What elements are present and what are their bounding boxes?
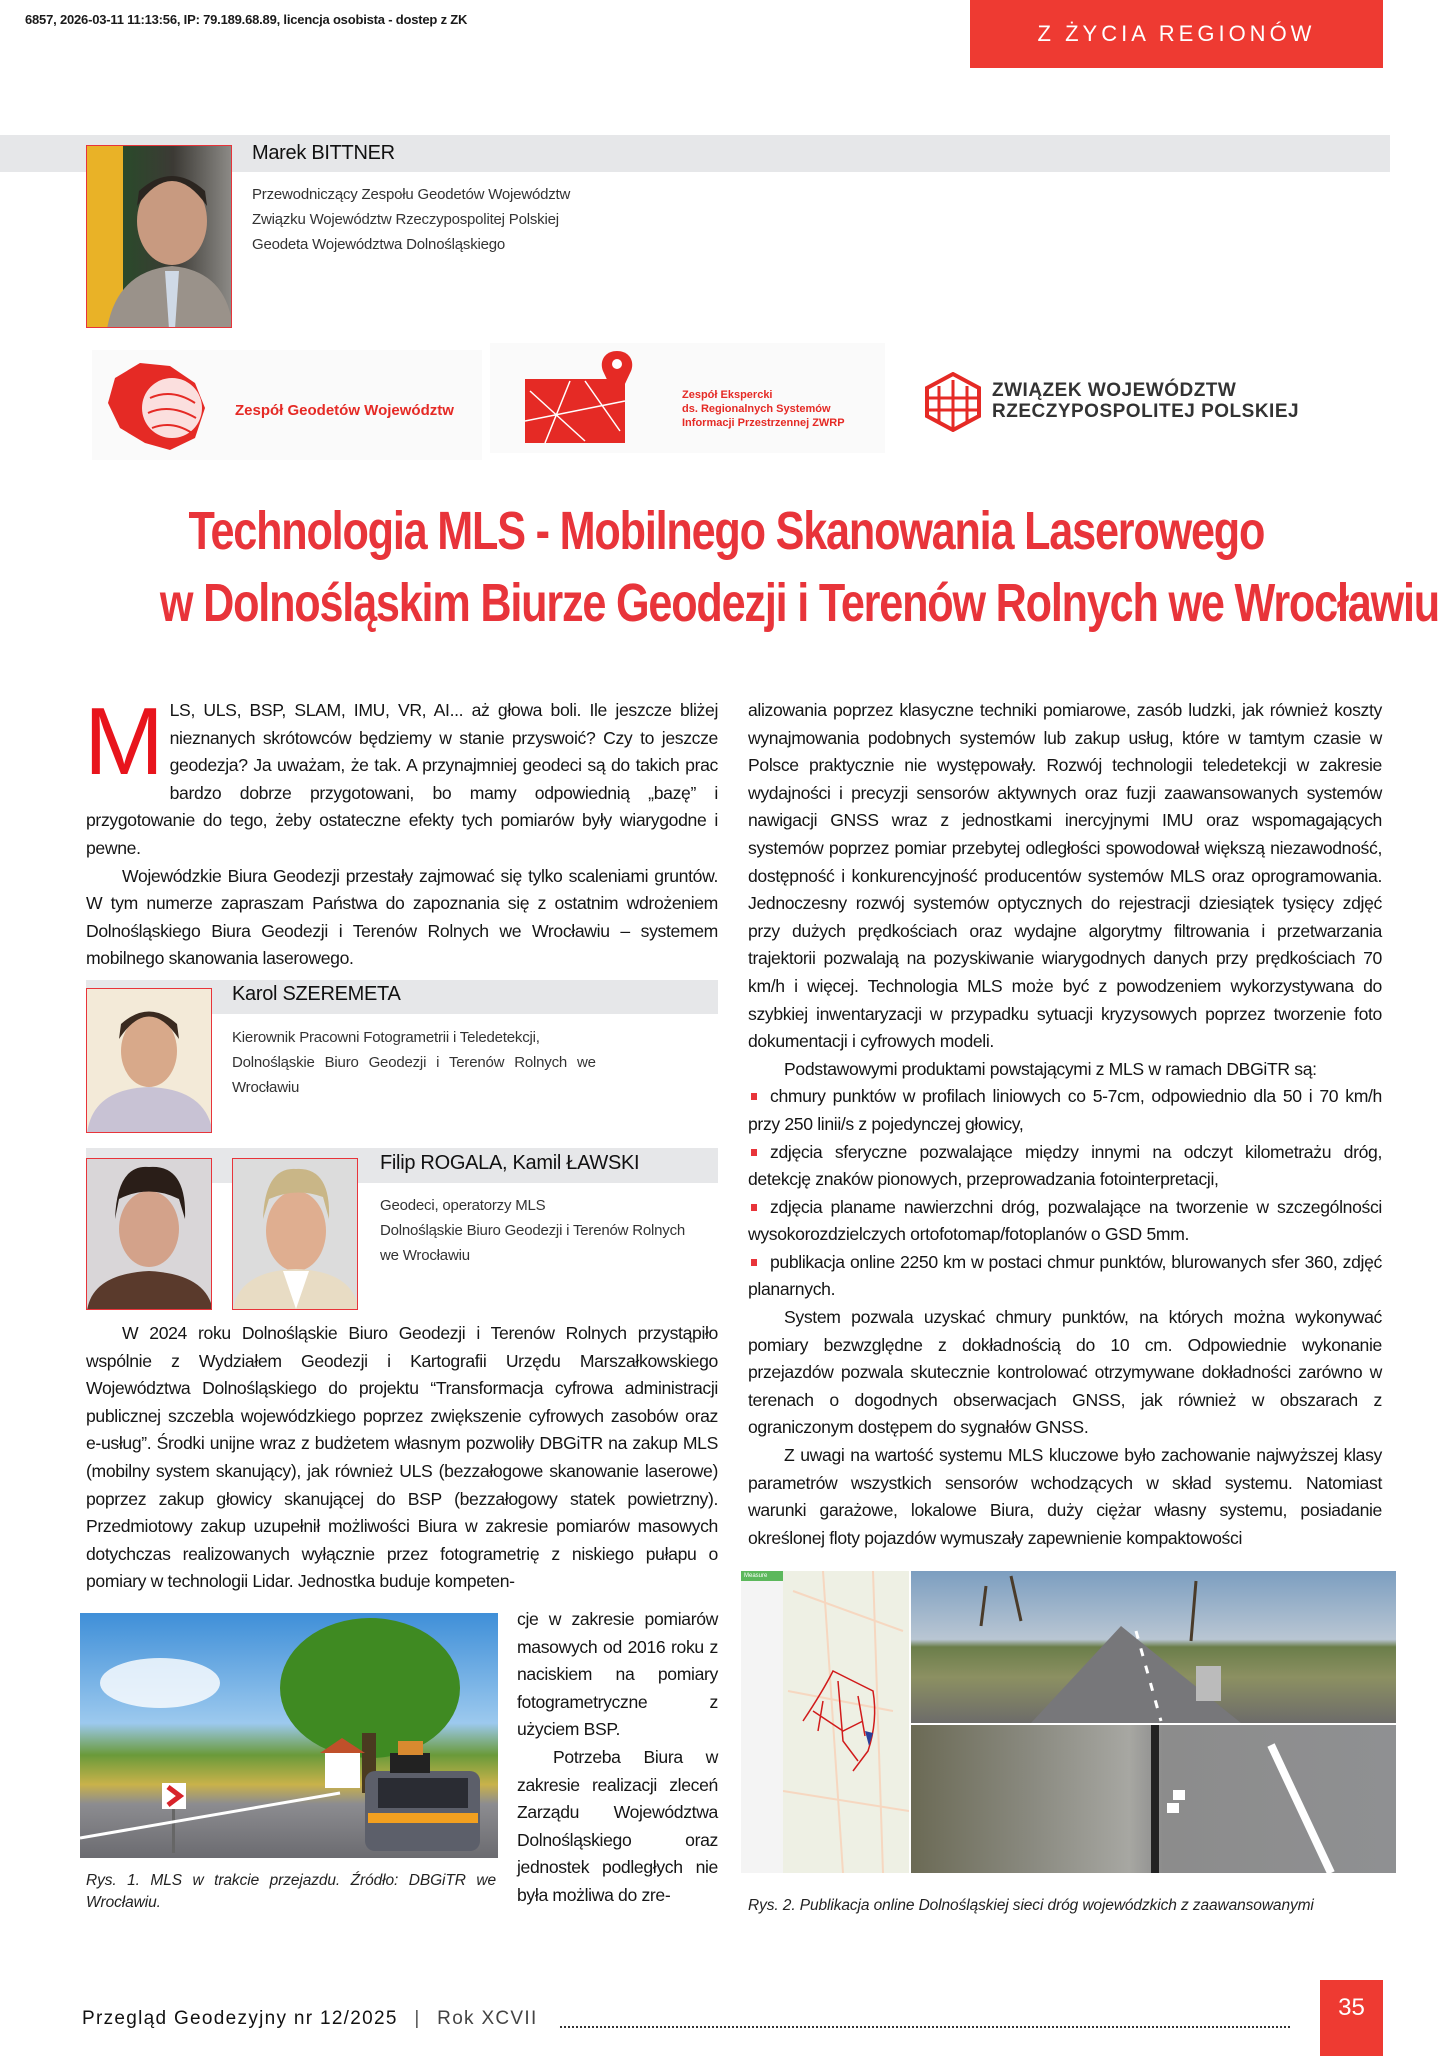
paragraph: Z uwagi na wartość systemu MLS kluczowe było zachowanie najwyższej klasy parametrów wszystkich sensorów wchodzących w skład systemu. Natomiast warunki garażowe, lokalowe Biura, duży ciężar własny systemu, posiadanie określonej floty pojazdów wymuszały zapewnienie kompaktowości (748, 1445, 1382, 1548)
measure-panel-title: Measure (741, 1571, 783, 1581)
role-line: Kierownik Pracowni Fotogrametrii i Teledetekcji, (232, 1029, 540, 1046)
road-surface-icon (911, 1725, 1396, 1873)
person-portrait-icon (87, 146, 232, 328)
logo-line: ZWIĄZEK WOJEWÓDZTW (992, 380, 1237, 401)
logo-zespol-ekspercki (490, 343, 885, 453)
role-line: Związku Województw Rzeczypospolitej Polskiej (252, 211, 559, 228)
section-label: Z ŻYCIA REGIONÓW (1037, 21, 1316, 46)
paragraph: Podstawowymi produktami powstającymi z MLS w ramach DBGiTR są: (784, 1058, 1317, 1079)
measure-panel (741, 1571, 784, 1873)
role-line: Przewodniczący Zespołu Geodetów Województw (252, 186, 571, 203)
spherical-photo (911, 1571, 1396, 1723)
page-number-text: 35 (1338, 1994, 1365, 2021)
paragraph: System pozwala uzyskać chmury punktów, na których można wykonywać pomiary bezwzględne z dokładnością do 10 cm. Odpowiednie wykonanie przejazdów pozwala skutecznie kontrolować otrzymywane dokładności zarówno w terenach o dogodnych obserwacjach GNSS, jak również w obszarach z ograniczonym dostępem do sygnałów GNSS. (748, 1307, 1382, 1438)
person-portrait-icon (87, 1159, 212, 1310)
dropcap: M (84, 688, 164, 795)
person-portrait-icon (233, 1159, 358, 1310)
road-trees-icon (911, 1571, 1396, 1723)
role-line: Dolnośląskie Biuro Geodezji i Terenów Rolnych we (232, 1054, 596, 1071)
footer-separator: | (414, 2008, 421, 2029)
figure-2-image (741, 1571, 1396, 1873)
paragraph: alizowania poprzez klasyczne techniki pomiarowe, zasób ludzki, jak również koszty wynajmowania podobnych systemów lub zakup usług, które w tamtym czasie w Polsce praktycznie nie występowały. Rozwój technologii teledetekcji w zakresie wydajności i precyzji sensorów aktywnych oraz fuzji zaawansowanych systemów nawigacji GNSS wraz z jednostkami inercyjnymi IMU oraz wspomagających systemów poprzez pomiar przebytej odległości spowodował większą niezawodność, dostępność i konkurencyjność producentów systemów MLS oraz oprogramowania. Jednoczesny rozwój systemów optycznych do rejestracji dziesiątek tysięcy zdjęć przy dużych prędkościach oraz wydajne algorytmy filtrowania i przetwarzania trajektorii pozwalają na pozyskiwanie wiarygodnych danych przy prędkościach 70 km/h i więcej. Technologia MLS może być z powodzeniem wykorzystywana do szybkiej inwentaryzacji w przypadku sytuacji kryzysowych poprzez tworzenie foto dokumentacji i cyfrowych modeli. (748, 700, 1382, 1052)
figure-1-image (80, 1613, 498, 1858)
journal-issue: Przegląd Geodezyjny nr 12/2025 (82, 2008, 398, 2029)
dotted-leader (560, 2026, 1290, 2028)
logo-zgw-text: Zespół Geodetów Województw (235, 402, 454, 419)
body-text-right (748, 697, 1382, 1552)
product-list (748, 1083, 1382, 1304)
intro-paragraph-1: LS, ULS, BSP, SLAM, IMU, VR, AI... aż głowa boli. Ile jeszcze bliżej nieznanych skrótowców będziemy w stanie przyswoić? Czy to jeszcze geodezja? Ja uważam, że tak. A przynajmniej geodeci są do takich prac bardzo dobrze przygotowani, bo mamy odpowiednią „bazę” i przygotowanie do tego, żeby ostateczne efekty tych pomiarów były wiarygodne i pewne. (86, 700, 718, 858)
footer-journal (82, 2008, 538, 2030)
paragraph: Potrzeba Biura w zakresie realizacji zleceń Zarządu Województwa Dolnośląskiego oraz jednostek podległych nie była możliwa do zre- (517, 1746, 718, 1905)
planar-photo (911, 1725, 1396, 1873)
logo-line: RZECZYPOSPOLITEJ POLSKIEJ (992, 401, 1300, 422)
poland-map-logo-icon (100, 358, 210, 453)
role-line: we Wrocławiu (380, 1247, 470, 1264)
role-line: Dolnośląskie Biuro Geodezji i Terenów Rolnych (380, 1222, 686, 1239)
person-portrait-icon (87, 989, 212, 1133)
list-item: zdjęcia planame nawierzchni dróg, pozwalające na tworzenie w szczególności wysokorozdzielczych ortofotomap/fotoplanów o GSD 5mm. (748, 1194, 1382, 1249)
license-stamp: 6857, 2026-03-11 11:13:56, IP: 79.189.68.89, licencja osobista - dostep z ZK (25, 12, 468, 27)
title-text: w Dolnośląskim Biurze Geodezji i Terenów Rolnych we Wrocławiu (159, 573, 1439, 633)
author-name: Marek BITTNER (252, 142, 395, 164)
list-item: zdjęcia sferyczne pozwalające między innymi na odczyt kilometrażu dróg, detekcję znaków pionowych, przeprowadzania fotointerpretacji, (748, 1139, 1382, 1194)
author-photo (86, 1158, 212, 1310)
figure-1-caption: Rys. 1. MLS w trakcie przejazdu. Źródło: DBGiTR we Wrocławiu. (86, 1872, 496, 1911)
paragraph: W 2024 roku Dolnośląskie Biuro Geodezji i Terenów Rolnych przystąpiło wspólnie z Wydziałem Geodezji i Kartografii Urzędu Marszałkowskiego Województwa Dolnośląskiego do projektu “Transformacja cyfrowa administracji publicznej szczebla wojewódzkiego poprzez zwiększenie cyfrowych zasobów oraz e-usług”. Środki unijne wraz z budżetem własnym pozwoliły DBGiTR na zakup MLS (mobilny system skanujący), jak również ULS (bezzałogowe skanowanie laserowe) poprzez zakup głowicy skanującej do BSP (bezzałogowy statek powietrzny). Przedmiotowy zakup uzupełnił możliwości Biura w zakresie pomiarów masowych dotychczas realizowanych wyłącznie przez fotogrametrię z niskiego pułapu o pomiary w technologii Lidar. Jednostka buduje kompeten- (86, 1323, 718, 1592)
body-text-left (86, 1320, 718, 1596)
logo-zwrp (920, 370, 1360, 440)
logo-line: ds. Regionalnych Systemów (682, 403, 831, 415)
author-photo (86, 145, 232, 328)
author-name: Filip ROGALA, Kamil ŁAWSKI (380, 1152, 640, 1174)
list-item: chmury punktów w profilach liniowych co 5-7cm, odpowiednio dla 50 i 70 km/h przy 250 linii/s z pojedynczej głowicy, (748, 1083, 1382, 1138)
title-text: Technologia MLS - Mobilnego Skanowania Laserowego (188, 501, 1265, 561)
role-line: Geodeta Województwa Dolnośląskiego (252, 236, 506, 253)
article-title-line-2 (0, 572, 1453, 634)
author-roles (380, 1193, 685, 1268)
body-text-left-narrow (517, 1606, 718, 1910)
figure-2-caption: Rys. 2. Publikacja online Dolnośląskiej sieci dróg wojewódzkich z zaawansowanymi (748, 1897, 1314, 1914)
map-pin-logo-icon (525, 351, 635, 446)
intro-text (84, 688, 718, 973)
logo-zespol-ekspercki-text (682, 388, 845, 430)
role-line: Wrocławiu (232, 1079, 300, 1096)
author-photo (86, 988, 212, 1133)
page-number (1320, 1980, 1383, 2056)
author-roles (252, 182, 570, 257)
section-banner (970, 0, 1383, 68)
intro-paragraph-2: Wojewódzkie Biura Geodezji przestały zajmować się tylko scaleniami gruntów. W tym numerze zapraszam Państwa do zapoznania się z ostatnim wdrożeniem Dolnośląskiego Biura Geodezji i Terenów Rolnych we Wrocławiu – systemem mobilnego skanowania laserowego. (86, 865, 718, 969)
article-title-line-1 (0, 500, 1453, 562)
author-name: Karol SZEREMETA (232, 983, 401, 1005)
logo-line: Informacji Przestrzennej ZWRP (682, 417, 845, 429)
road-network-map-icon (783, 1571, 909, 1873)
paragraph: cje w zakresie pomiarów masowych od 2016 roku z naciskiem na pomiary fotogrametryczne z użyciem BSP. (517, 1609, 718, 1740)
list-item: publikacja online 2250 km w postaci chmur punktów, blurowanych sfer 360, zdjęć planarnych. (748, 1249, 1382, 1304)
role-line: Geodeci, operatorzy MLS (380, 1197, 546, 1214)
author-photo (232, 1158, 358, 1310)
road-car-photo-icon (80, 1613, 498, 1858)
zwrp-emblem-icon (925, 372, 981, 432)
author-roles (232, 1025, 596, 1100)
logo-line: Zespół Ekspercki (682, 389, 773, 401)
logo-zgw (92, 350, 482, 460)
journal-year: Rok XCVII (437, 2008, 538, 2029)
logo-zwrp-text (992, 380, 1299, 422)
